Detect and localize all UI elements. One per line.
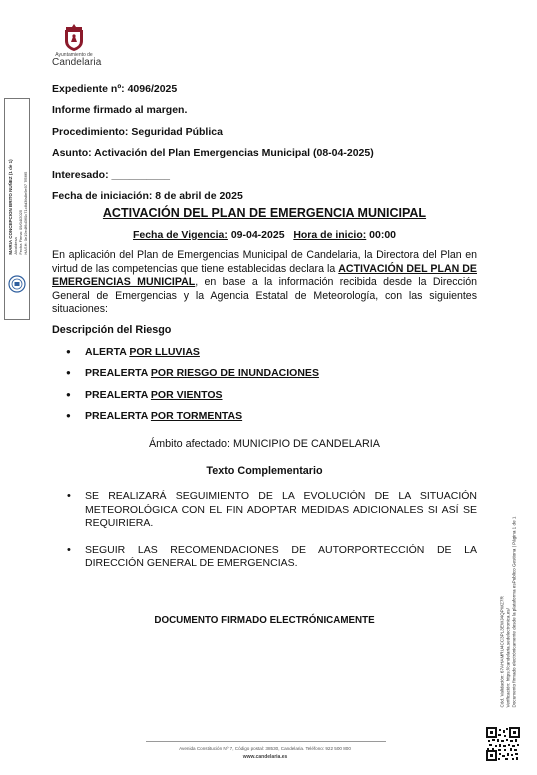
- fecha-iniciacion: Fecha de iniciación: 8 de abril de 2025: [52, 189, 243, 202]
- municipal-logo: [52, 24, 102, 68]
- verification-code: Cód. Validación: 67AHAMRU4CC3PL3EWJ4QPWZ7R: [499, 596, 505, 708]
- vigencia-value: 09-04-2025: [227, 229, 285, 241]
- risk-list: [65, 345, 475, 430]
- ambito-afectado: Ámbito afectado: MUNICIPIO DE CANDELARIA: [148, 438, 380, 450]
- file-metadata: [52, 83, 472, 211]
- informe: Informe firmado al margen.: [52, 104, 188, 117]
- vigencia-label: Fecha de Vigencia:: [132, 229, 228, 241]
- paragraph-emphasis: ACTIVACIÓN DEL PLAN DE EMERGENCIAS MUNICIPAL: [52, 262, 477, 289]
- stamp-text: [8, 159, 28, 254]
- verification-url: Verificación: https://candelaria.sedelectronica.es/: [505, 608, 511, 708]
- coat-of-arms-icon: [63, 24, 85, 51]
- stamp-hash: HASH: 0e19e4f6d360c71c8d3fa8e9e97 7f56f5: [23, 171, 28, 255]
- footer-address: Avenida Constitución Nº 7, Código postal: 38530, Candelaria. Teléfono: 922 500 800: [179, 746, 351, 751]
- list-item: ● PREALERTA POR RIESGO DE INUNDACIONES: [65, 366, 475, 387]
- list-item: ● PREALERTA POR TORMENTAS: [65, 409, 475, 430]
- list-item: • SE REALIZARÁ SEGUIMIENTO DE LA EVOLUCIÓN DE LA SITUACIÓN METEOROLÓGICA CON EL FIN ADOPTAR MEDIDAS ADICIONALES SI ASÍ SE REQUIRIERA.: [65, 490, 477, 531]
- vigencia-line: [52, 229, 477, 241]
- descripcion-heading: Descripción del Riesgo: [52, 324, 172, 336]
- signature-stamp: [4, 98, 30, 320]
- complementary-list: [65, 490, 477, 584]
- logo-line2: Candelaria: [52, 57, 102, 68]
- interesado: Interesado: __________: [52, 168, 170, 181]
- list-item: ● PREALERTA POR VIENTOS: [65, 388, 475, 409]
- document-title: ACTIVACIÓN DEL PLAN DE EMERGENCIA MUNICIPAL: [102, 206, 427, 220]
- hora-label: Hora de inicio:: [293, 229, 367, 241]
- paragraph-part2: , en base a la información recibida desde la Dirección General de Emergencias y la Agencia Estatal de Meteorología, con las siguientes situaciones:: [52, 276, 477, 316]
- main-paragraph: [52, 249, 477, 317]
- footer-divider: [146, 741, 386, 742]
- asunto: Asunto: Activación del Plan Emergencias Municipal (08-04-2025): [52, 147, 374, 160]
- list-item: • SEGUIR LAS RECOMENDACIONES DE AUTORPORTECCIÓN DE LA DIRECCIÓN GENERAL DE EMERGENCIAS.: [65, 544, 477, 571]
- procedimiento: Procedimiento: Seguridad Pública: [52, 125, 223, 138]
- stamp-signer: MARIA CONCEPCION BRITO NUÑEZ (1 de 1): [8, 159, 13, 255]
- footer-web: www.candelaria.es: [242, 754, 288, 760]
- list-item: ● ALERTA POR LLUVIAS: [65, 345, 475, 366]
- logo-line1: Ayuntamiento de: [55, 52, 93, 58]
- texto-complementario-heading: Texto Complementario: [206, 465, 323, 477]
- paragraph-part1: En aplicación del Plan de Emergencias Municipal de Candelaria, la Directora del Plan en virtud de las competencias que tiene establecidas declara la: [52, 249, 477, 275]
- hora-value: 00:00: [366, 229, 397, 241]
- stamp-date: Fecha Firma: 09/04/2025: [18, 209, 23, 255]
- stamp-role: Alcaldesa: [13, 237, 18, 255]
- seal-icon: [8, 275, 26, 293]
- verification-platform: Documento firmado electrónicamente desde la plataforma esPublico Gestiona | Página 1 de 1: [510, 516, 516, 708]
- qr-code-icon: [486, 727, 520, 761]
- expediente: Expediente nº: 4096/2025: [52, 83, 178, 95]
- verification-text: [499, 517, 516, 708]
- firmado-notice: DOCUMENTO FIRMADO ELECTRÓNICAMENTE: [154, 615, 375, 626]
